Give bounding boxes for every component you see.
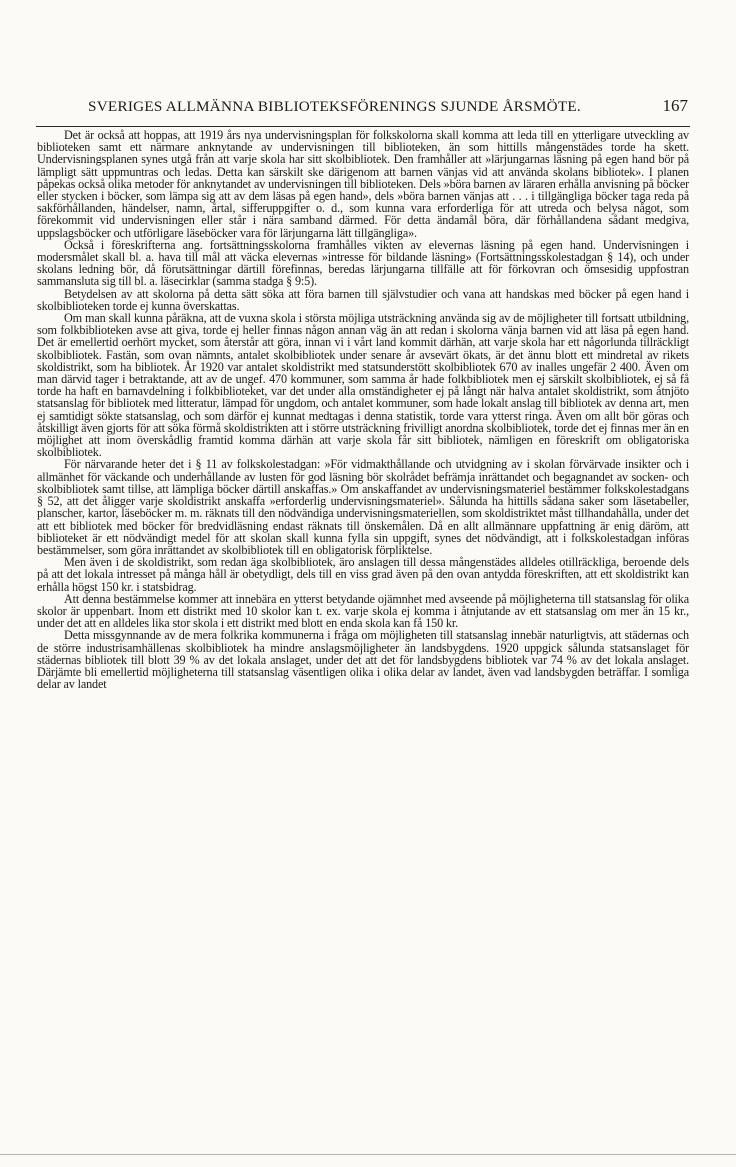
body-text	[37, 129, 689, 690]
paragraph: Det är också att hoppas, att 1919 års nya undervisningsplan för folkskolorna skall komma att leda till en ytterligare utveckling av biblioteken samt ett närmare anknytande av undervisningen till biblioteken, än som hittills mångenstädes torde ha skett. Undervisningsplanen synes utgå från att varje skola har sitt skolbibliotek. Den framhåller att »lärjungarnas läsning på egen hand bör på lämpligt sätt uppmuntras och ledas. Detta kan särskilt ske därigenom att barnen vänjas vid att använda skolans bibliotek». I planen påpekas också olika metoder för anknytandet av undervisningen till biblioteken. Dels »böra barnen av läraren erhålla anvisning på böcker eller stycken i böcker, som lämpa sig att av dem läsas på egen hand», dels »böra barnen vänjas att . . . i tillgängliga böcker taga reda på sakförhållanden, händelser, namn, årtal, sifferuppgifter o. d., som kunna vara erforderliga för att utreda och belysa något, som förekommit vid undervisningen eller står i nära samband därmed. För detta ändamål böra, där förhållandena sådant medgiva, uppslagsböcker och utförligare läseböcker vara för lärjungarna lätt tillgängliga».	[37, 128, 689, 240]
paragraph: Betydelsen av att skolorna på detta sätt söka att föra barnen till självstudier och vana att handskas med böcker på egen hand i skolbiblioteken torde ej kunna överskattas.	[37, 286, 689, 313]
header-rule	[36, 126, 690, 127]
page-number: 167	[662, 96, 688, 115]
running-header	[88, 96, 688, 122]
paragraph: För närvarande heter det i § 11 av folkskolestadgan: »För vidmakthållande och utvidgning av i skolan förvärvade insikter och i allmänhet för väckande och underhållande av lusten för god läsning bör skolrådet befrämja inrättandet och begagnandet av socken- och skolbibliotek samt tillse, att lämpliga böcker därtill anskaffas.» Om anskaffandet av undervisningsmateriel bestämmer folkskolestadgans § 52, att det åligger varje skoldistrikt anskaffa »erforderlig undervisningsmateriel». Sålunda ha hittills sådana saker som läsetabeller, planscher, kartor, läseböcker m. m. räknats till den nödvändiga undervisningsmateriellen, som skoldistriktet måst tillhandahålla, under det att ett bibliotek med böcker för bredvidläsning endast räknats till önskemålen. Då en allt allmännare uppfattning är enig däröm, att biblioteket är ett nödvändigt medel för att skolan skall kunna fylla sin uppgift, synes det nödvändigt, att i folkskolestadgan införas bestämmelser, som göra inrättandet av skolbibliotek till en obligatorisk förpliktelse.	[37, 457, 689, 557]
paragraph: Också i föreskrifterna ang. fortsättningsskolorna framhålles vikten av elevernas läsning på egen hand. Undervisningen i modersmålet skall bl. a. hava till mål att väcka elevernas »intresse för bildande läsning» (Fortsättningsskolestadgan § 14), och under skolans ledning bör, då förutsättningar därtill förefinnas, beredas lärjungarna tillfälle att för förkovran och ömsesidig uppfostran sammansluta sig till bl. a. läsecirklar (samma stadga § 9:5).	[37, 237, 689, 289]
running-title: SVERIGES ALLMÄNNA BIBLIOTEKSFÖRENINGS SJUNDE ÅRSMÖTE.	[88, 98, 581, 115]
paragraph: Att denna bestämmelse kommer att innebära en ytterst betydande ojämnhet med avseende på möjligheterna till statsanslag för olika skolor är uppenbart. Inom ett distrikt med 10 skolor kan t. ex. varje skola ej komma i åtnjutande av ett statsanslag om mer än 15 kr., under det att en alldeles lika stor skola i ett distrikt med blott en enda skola kan få 150 kr.	[37, 591, 689, 631]
paragraph: Detta missgynnande av de mera folkrika kommunerna i fråga om möjligheten till statsanslag innebär naturligtvis, att städernas och de större industrisamhällenas skolbibliotek ha mindre anslagsmöjligheter än landsbygdens. 1920 uppgick sålunda statsanslaget för städernas bibliotek till blott 39 % av det lokala anslaget, under det att det för landsbygdens bibliotek var 74 % av det lokala anslaget. Därjämte bli emellertid möjligheterna till statsanslag väsentligen olika i olika delar av landet, även vad landsbygden beträffar. I somliga delar av landet	[37, 628, 689, 692]
page-edge-line	[0, 1154, 736, 1155]
paragraph: Men även i de skoldistrikt, som redan äga skolbibliotek, äro anslagen till dessa mångenstädes alldeles otillräckliga, beroende dels på att det lokala intresset på många håll är obetydligt, dels till en viss grad även på den ovan antydda föreskriften, att ett skoldistrikt kan erhålla högst 150 kr. i statsbidrag.	[37, 555, 689, 594]
paragraph: Om man skall kunna påräkna, att de vuxna skola i största möjliga utsträckning använda sig av de möjligheter till fortsatt utbildning, som folkbiblioteken avse att giva, torde ej heller finnas någon annan väg än att redan i skolorna vänja barnen vid att läsa på egen hand. Det är emellertid oerhört mycket, som återstår att göra, innan vi i vårt land kommit därhän, att varje skola har ett någorlunda tillräckligt skolbibliotek. Fastän, som ovan nämnts, antalet skolbibliotek under senare år avsevärt ökats, är det ännu blott ett mindretal av rikets skoldistrikt, som ha bibliotek. År 1920 var antalet skoldistrikt med statsunderstött skolbibliotek 670 av inalles ungefär 2 400. Även om man därvid tager i betraktande, att av de ungef. 470 kommuner, som samma år hade folkbibliotek men ej särskilt skolbibliotek, ej så få torde ha haft en barnavdelning i folkbiblioteket, var det under alla omständigheter ej på långt när halva antalet skoldistrikt, som åtnjöto statsanslag för bibliotek med litteratur, lämpad för ungdom, och antalet kommuner, som hade lokalt anslag till bibliotek av denna art, men ej samtidigt sökte statsanslag, och som därför ej kunnat medtagas i denna statistik, torde vara ytterst ringa. Även om allt bör göras och åtskilligt även gjorts för att söka förmå skoldistrikten att i större utsträckning frivilligt anordna skolbibliotek, torde det ej finnas mer än en möjlighet att inom överskådlig framtid komma därhän att varje skola får sitt bibliotek, nämligen en föreskrift om obligatoriska skolbibliotek.	[37, 311, 689, 460]
